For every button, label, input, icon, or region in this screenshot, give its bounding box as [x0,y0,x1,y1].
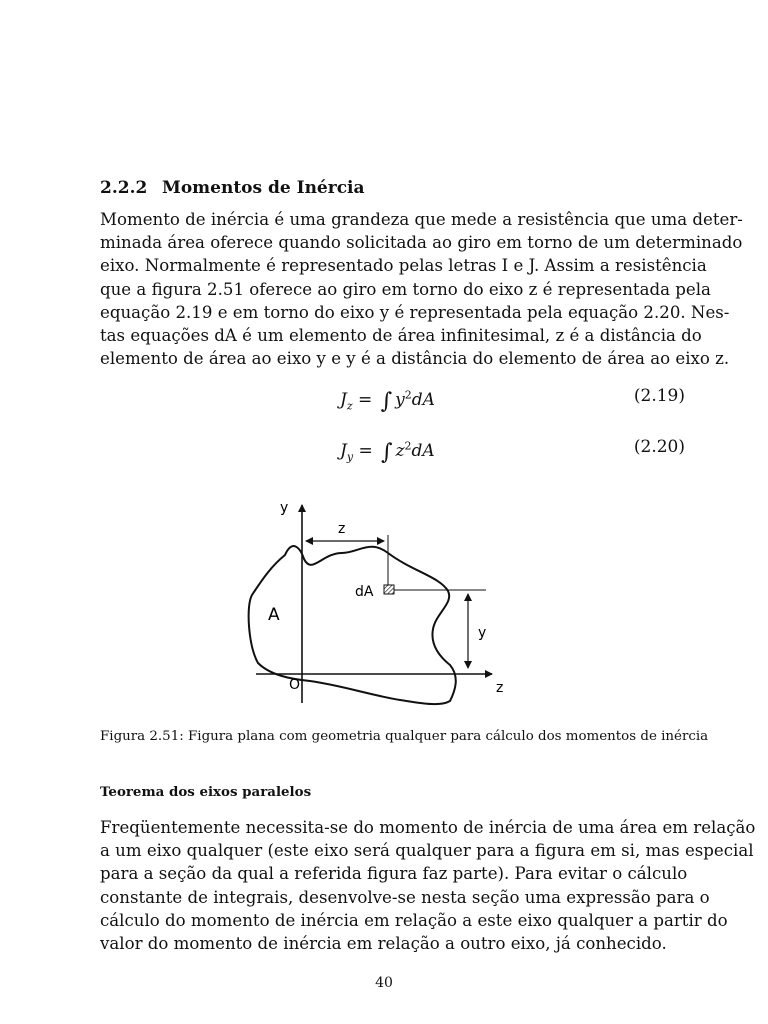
equation-number: (2.19) [633,386,685,406]
eq-lhs: J [340,441,347,461]
eq-power: 2 [404,388,412,402]
eq-differential: dA [411,390,435,410]
integral-sign: ∫ [380,389,393,414]
eq-variable: y [395,390,405,410]
eq-lhs-subscript: y [346,450,354,464]
plane-area-figure [240,495,520,710]
paragraph-intro [100,208,743,370]
dA-element [384,585,394,594]
equation-2-19 [100,386,685,414]
paragraph-line: que a figura 2.51 oferece ao giro em torno do eixo z é representada pela [100,279,711,299]
eq-equals: = [358,441,373,461]
z-dimension-label: z [338,521,346,537]
figure-caption: Figura 2.51: Figura plana com geometria qualquer para cálculo dos momentos de inércia [100,729,709,744]
paragraph-line: minada área oferece quando solicitada ao giro em torno de um determinado [100,233,743,253]
z-axis-label: z [496,680,504,696]
paragraph-line: equação 2.19 e em torno do eixo y é representada pela equação 2.20. Nes- [100,302,730,322]
y-dimension-label: y [478,625,487,641]
equation-2-20 [100,437,685,465]
paragraph-line: Freqüentemente necessita-se do momento de inércia de uma área em relação [100,818,756,837]
paragraph-line: Momento de inércia é uma grandeza que mede a resistência que uma deter- [100,210,743,229]
integral-sign: ∫ [381,440,393,465]
paragraph-line: para a seção da qual a referida figura faz parte). Para evitar o cálculo [100,864,688,884]
dA-label: dA [355,584,374,600]
equation-expression [340,437,435,463]
eq-power: 2 [404,439,412,453]
y-axis-label: y [280,500,289,516]
subsection-heading: Teorema dos eixos paralelos [100,784,312,800]
eq-equals: = [358,390,373,410]
paragraph-line: a um eixo qualquer (este eixo será qualquer para a figura em si, mas especial [100,841,754,861]
section-heading [100,178,365,198]
eq-lhs: J [340,390,347,410]
section-number: 2.2.2 [100,178,148,198]
paragraph-theorem [100,816,756,955]
paragraph-line: valor do momento de inércia em relação a outro eixo, já conhecido. [100,933,667,953]
area-label: A [268,605,280,625]
paragraph-line: tas equações dA é um elemento de área infinitesimal, z é a distância do [100,325,702,345]
section-title: Momentos de Inércia [162,178,365,198]
eq-lhs-subscript: z [346,399,353,413]
area-outline [249,546,456,704]
paragraph-line: elemento de área ao eixo y e y é a distância do elemento de área ao eixo z. [100,349,730,369]
eq-variable: z [395,441,405,461]
page-number: 40 [375,975,393,991]
paragraph-line: cálculo do momento de inércia em relação a este eixo qualquer a partir do [100,910,728,930]
equation-number: (2.20) [633,437,685,457]
paragraph-line: eixo. Normalmente é representado pelas letras I e J. Assim a resistência [100,256,707,276]
equation-expression [340,386,435,412]
eq-differential: dA [411,441,435,461]
origin-label: O [289,677,301,693]
paragraph-line: constante de integrais, desenvolve-se nesta seção uma expressão para o [100,887,710,907]
